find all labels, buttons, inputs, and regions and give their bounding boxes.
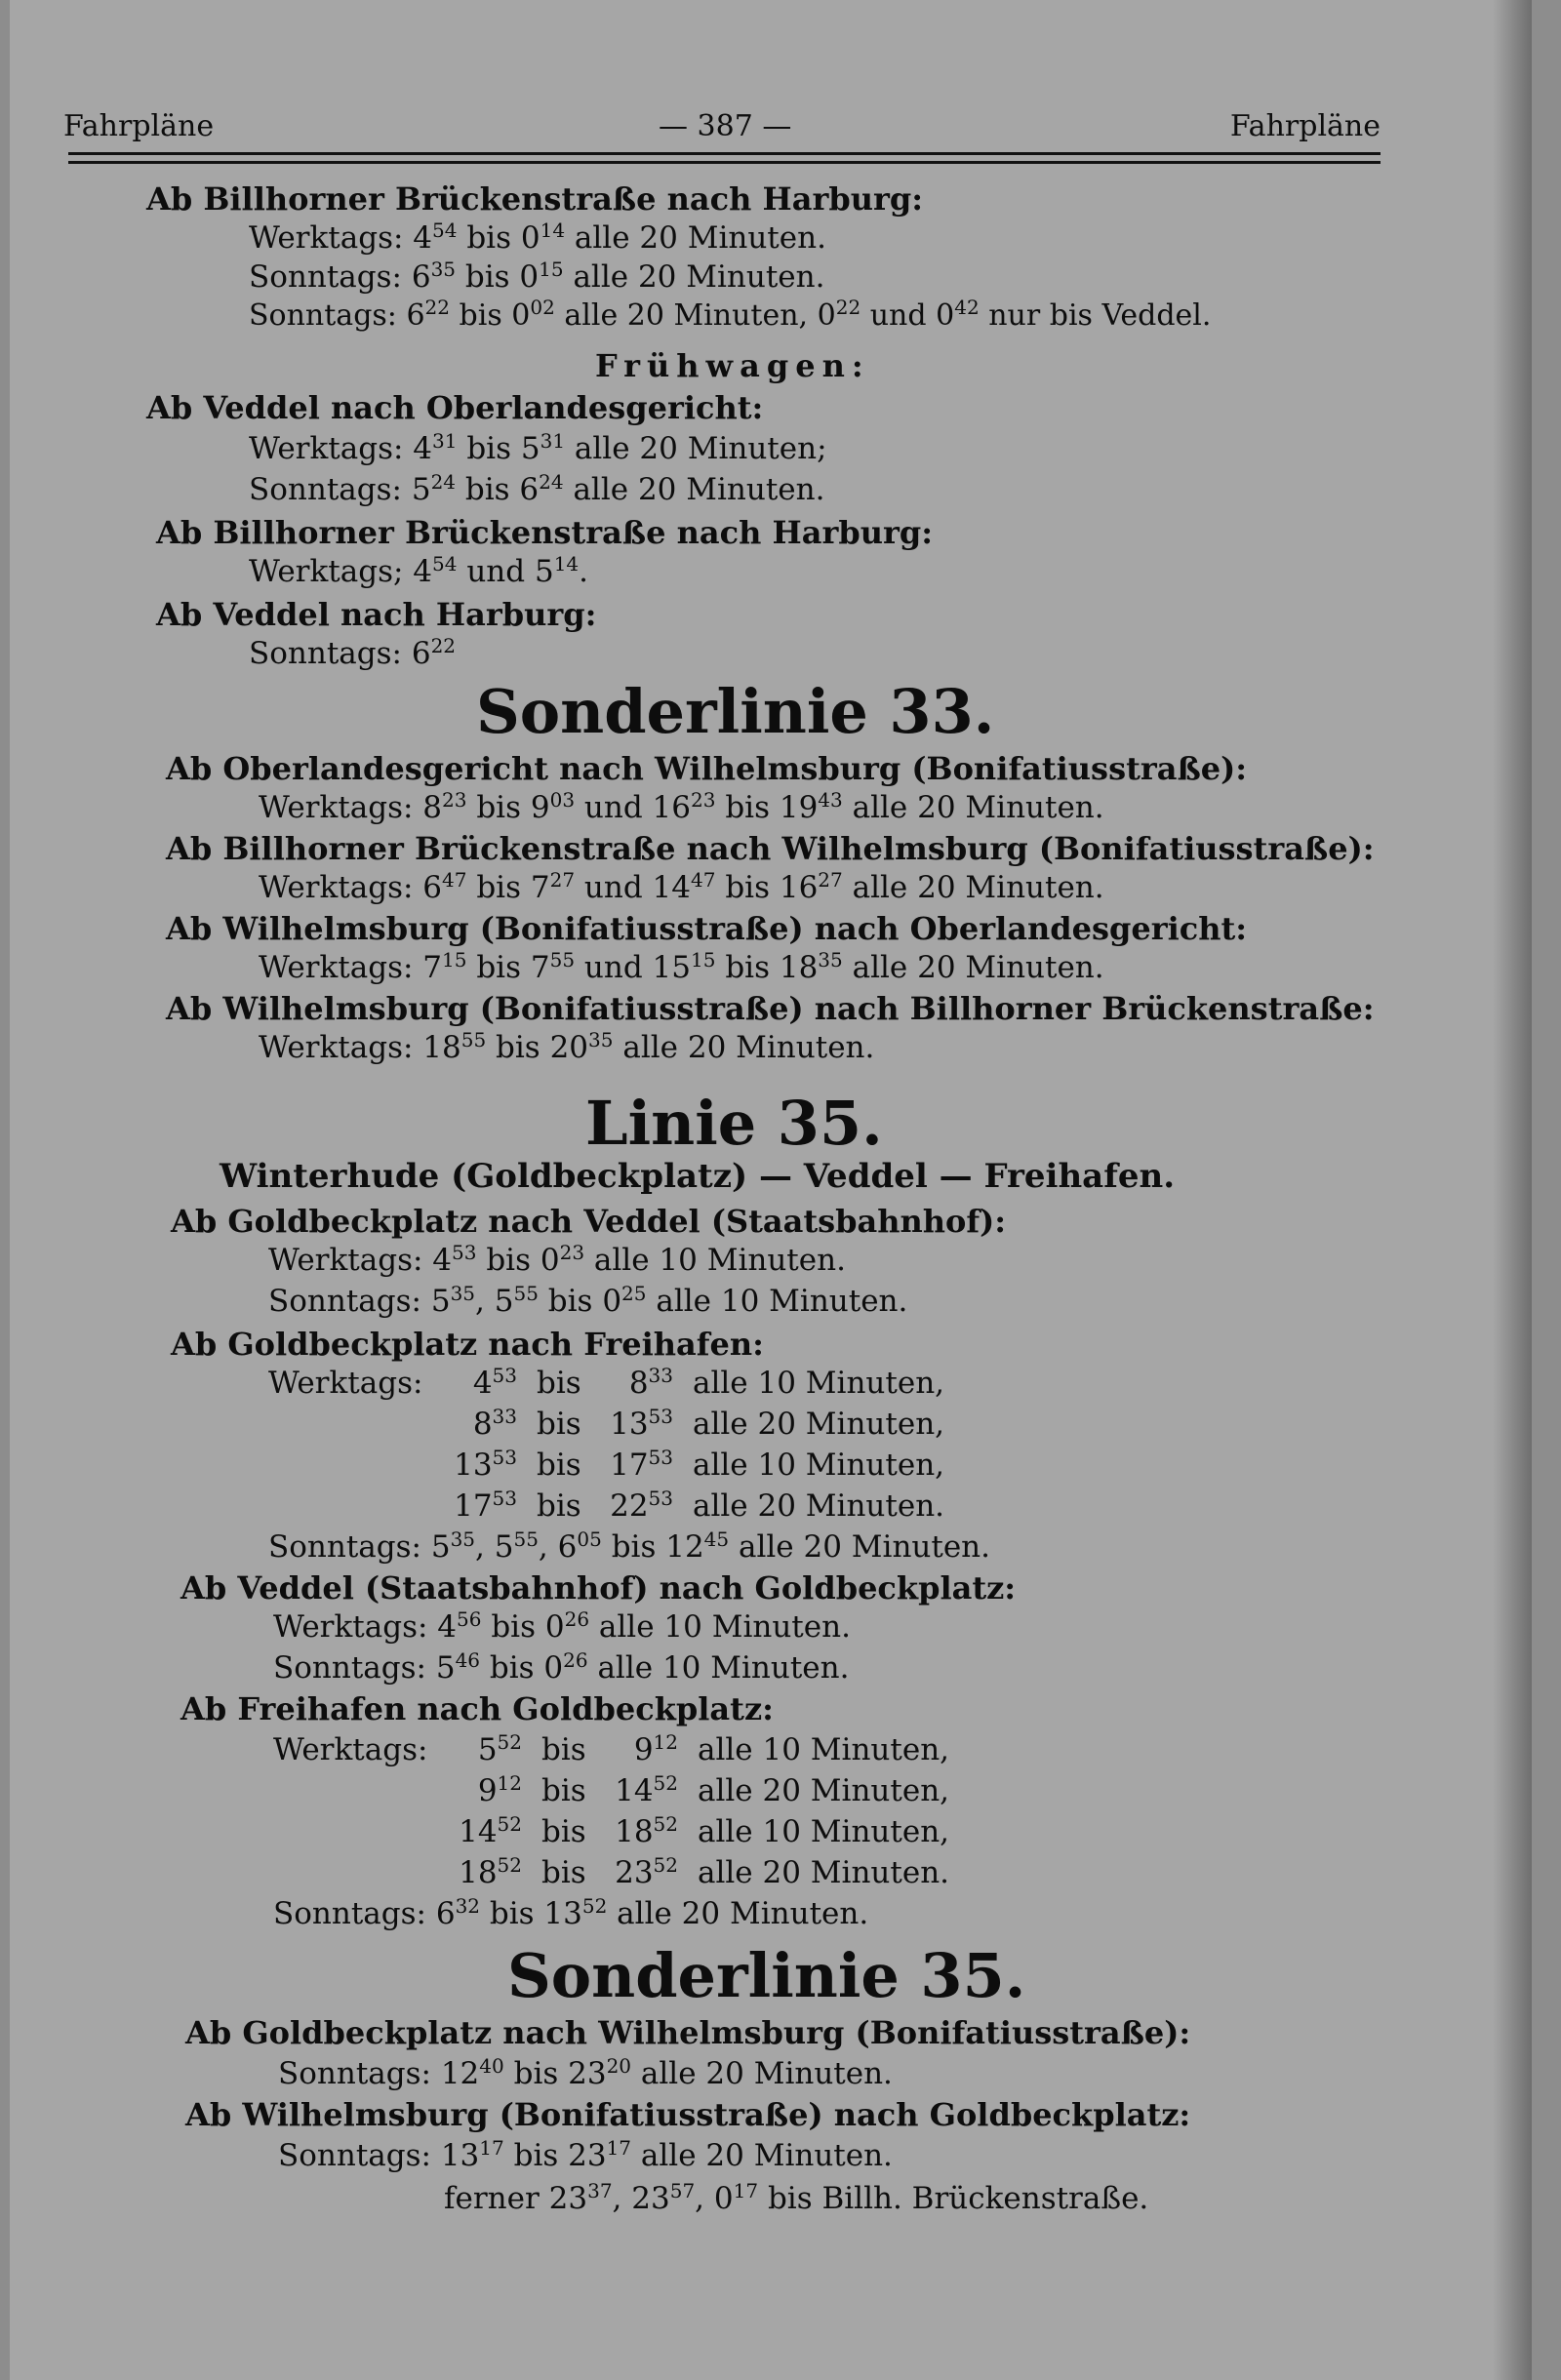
route-heading: Ab Veddel nach Oberlandesgericht: <box>146 389 764 426</box>
grid-time-to: $23^{52}$ <box>615 1853 678 1890</box>
route-heading: Ab Wilhelmsburg (Bonifatiusstraße) nach Oberlandesgericht: <box>166 910 1248 947</box>
section-label-fruehwagen: Frühwagen: <box>595 347 870 384</box>
route-heading: Ab Billhorner Brückenstraße nach Harburg: <box>146 180 924 218</box>
route-heading: Ab Veddel (Staatsbahnhof) nach Goldbeckplatz: <box>180 1569 1017 1606</box>
header-left: Fahrpläne <box>63 109 215 143</box>
schedule-line: Werktags: $4^{56}$ bis $0^{26}$ alle 10 Minuten. <box>273 1607 851 1645</box>
line-subtitle: Winterhude (Goldbeckplatz) — Veddel — Freihafen. <box>220 1157 1176 1196</box>
route-heading: Ab Oberlandesgericht nach Wilhelmsburg (Bonifatiusstraße): <box>166 750 1248 787</box>
grid-time-to: $9^{12}$ <box>633 1730 678 1767</box>
grid-bis: bis <box>541 1773 586 1808</box>
schedule-line: Werktags: $8^{23}$ bis $9^{03}$ und $16^{23}$ bis $19^{43}$ alle 20 Minuten. <box>259 788 1104 825</box>
grid-rest: alle 20 Minuten. <box>693 1488 945 1524</box>
schedule-line: Werktags: $4^{54}$ bis $0^{14}$ alle 20 Minuten. <box>249 218 826 256</box>
grid-rest: alle 10 Minuten, <box>693 1448 945 1483</box>
grid-bis: bis <box>537 1448 581 1483</box>
grid-bis: bis <box>537 1488 581 1524</box>
header-right: Fahrpläne <box>1229 109 1381 143</box>
day-label: Werktags: <box>273 1732 428 1767</box>
grid-time-from: $5^{52}$ <box>477 1730 522 1767</box>
header-rule-top <box>68 152 1381 155</box>
page-number: — 387 — <box>659 109 792 143</box>
schedule-line: ferner $23^{37}$, $23^{57}$, $0^{17}$ bis Billh. Brückenstraße. <box>444 2179 1149 2216</box>
grid-time-to: $8^{33}$ <box>628 1364 673 1401</box>
schedule-line: Werktags: $4^{31}$ bis $5^{31}$ alle 20 Minuten; <box>249 429 827 466</box>
grid-time-from: $4^{53}$ <box>472 1364 517 1401</box>
schedule-line: Sonntags: $5^{46}$ bis $0^{26}$ alle 10 Minuten. <box>273 1648 850 1686</box>
grid-time-from: $13^{53}$ <box>454 1446 517 1483</box>
section-title: Sonderlinie 35. <box>507 1940 1026 2011</box>
schedule-line: Sonntags: $6^{35}$ bis $0^{15}$ alle 20 Minuten. <box>249 258 825 295</box>
grid-time-from: $14^{52}$ <box>459 1812 522 1849</box>
grid-time-to: $13^{53}$ <box>610 1405 673 1442</box>
grid-time-from: $18^{52}$ <box>459 1853 522 1890</box>
grid-time-to: $17^{53}$ <box>610 1446 673 1483</box>
route-heading: Ab Billhorner Brückenstraße nach Wilhelmsburg (Bonifatiusstraße): <box>166 830 1375 867</box>
route-heading: Ab Goldbeckplatz nach Wilhelmsburg (Bonifatiusstraße): <box>185 2014 1191 2051</box>
grid-time-to: $14^{52}$ <box>615 1771 678 1808</box>
grid-time-from: $8^{33}$ <box>472 1405 517 1442</box>
grid-bis: bis <box>541 1814 586 1849</box>
page-edge-shadow <box>1493 0 1532 2380</box>
route-heading: Ab Wilhelmsburg (Bonifatiusstraße) nach Billhorner Brückenstraße: <box>166 990 1375 1027</box>
schedule-line: Sonntags: $12^{40}$ bis $23^{20}$ alle 20 Minuten. <box>278 2054 893 2091</box>
schedule-line: Sonntags: $6^{22}$ <box>249 634 457 671</box>
grid-time-to: $18^{52}$ <box>615 1812 678 1849</box>
schedule-line: Sonntags: $6^{22}$ bis $0^{02}$ alle 20 Minuten, $0^{22}$ und $0^{42}$ nur bis Veddel. <box>249 296 1212 333</box>
section-title: Sonderlinie 33. <box>476 676 995 747</box>
schedule-line: Sonntags: $5^{35}$, $5^{55}$ bis $0^{25}$ alle 10 Minuten. <box>268 1282 908 1319</box>
schedule-line: Werktags: $7^{15}$ bis $7^{55}$ und $15^{15}$ bis $18^{35}$ alle 20 Minuten. <box>259 948 1104 985</box>
grid-bis: bis <box>537 1407 581 1442</box>
route-heading: Ab Wilhelmsburg (Bonifatiusstraße) nach Goldbeckplatz: <box>185 2096 1191 2133</box>
grid-rest: alle 10 Minuten, <box>698 1732 950 1767</box>
grid-rest: alle 10 Minuten, <box>698 1814 950 1849</box>
document-page <box>10 0 1532 2380</box>
schedule-line: Werktags: $6^{47}$ bis $7^{27}$ und $14^{47}$ bis $16^{27}$ alle 20 Minuten. <box>259 868 1104 905</box>
schedule-line: Sonntags: $6^{32}$ bis $13^{52}$ alle 20 Minuten. <box>273 1894 869 1931</box>
route-heading: Ab Goldbeckplatz nach Veddel (Staatsbahnhof): <box>171 1203 1007 1240</box>
route-heading: Ab Goldbeckplatz nach Freihafen: <box>171 1326 764 1363</box>
day-label: Werktags: <box>268 1366 423 1401</box>
grid-bis: bis <box>537 1366 581 1401</box>
grid-bis: bis <box>541 1732 586 1767</box>
schedule-line: Sonntags: $5^{24}$ bis $6^{24}$ alle 20 Minuten. <box>249 470 825 507</box>
grid-rest: alle 20 Minuten, <box>693 1407 945 1442</box>
grid-rest: alle 20 Minuten, <box>698 1773 950 1808</box>
running-header <box>63 109 1381 152</box>
schedule-line: Werktags: $18^{55}$ bis $20^{35}$ alle 20 Minuten. <box>259 1028 875 1065</box>
section-title: Linie 35. <box>585 1088 883 1159</box>
grid-rest: alle 20 Minuten. <box>698 1855 950 1890</box>
schedule-line: Sonntags: $13^{17}$ bis $23^{17}$ alle 20 Minuten. <box>278 2136 893 2173</box>
route-heading: Ab Freihafen nach Goldbeckplatz: <box>180 1690 774 1727</box>
grid-time-to: $22^{53}$ <box>610 1487 673 1524</box>
route-heading: Ab Veddel nach Harburg: <box>156 596 597 633</box>
header-rule-bottom <box>68 161 1381 164</box>
route-heading: Ab Billhorner Brückenstraße nach Harburg: <box>156 514 934 551</box>
grid-bis: bis <box>541 1855 586 1890</box>
grid-time-from: $9^{12}$ <box>477 1771 522 1808</box>
schedule-line: Werktags; $4^{54}$ und $5^{14}$. <box>249 552 589 589</box>
schedule-line: Werktags: $4^{53}$ bis $0^{23}$ alle 10 Minuten. <box>268 1241 846 1278</box>
grid-time-from: $17^{53}$ <box>454 1487 517 1524</box>
schedule-line: Sonntags: $5^{35}$, $5^{55}$, $6^{05}$ bis $12^{45}$ alle 20 Minuten. <box>268 1527 991 1565</box>
grid-rest: alle 10 Minuten, <box>693 1366 945 1401</box>
